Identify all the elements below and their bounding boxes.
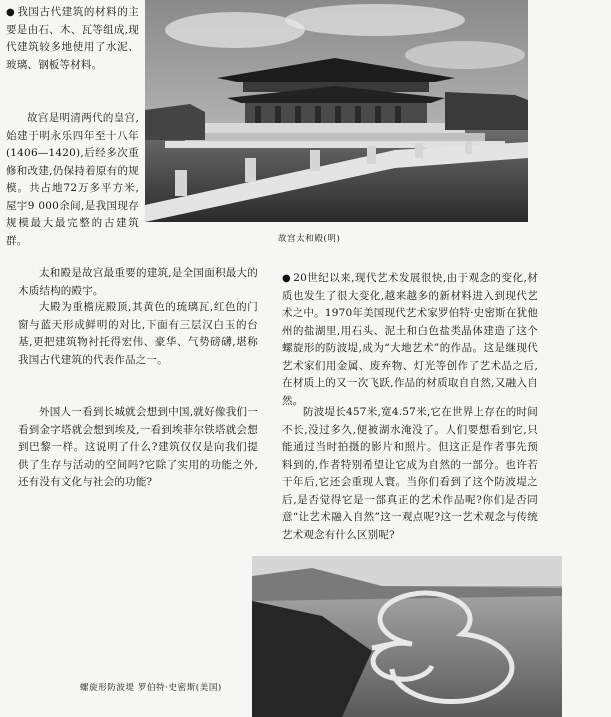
palace-caption: 故宫太和殿(明) (278, 234, 341, 244)
intro-text: 我国古代建筑的材料的主要是由石、木、瓦等组成,现代建筑较多地使用了水泥、玻璃、钢板等材料。 (6, 6, 139, 71)
gugong-text: 故宫是明清两代的皇宫,始建于明永乐四年至十八年(1406—1420),后经多次重修和改建,仍保持着原有的规模。共占地72万多平方米,屋宇9 000余间,是我国现存规模最大最完整的古建筑群。 (6, 112, 139, 247)
dadian-paragraph (18, 299, 258, 369)
spiral-jetty-photo (252, 556, 562, 717)
intro-paragraph (6, 4, 139, 74)
taihedian-paragraph (18, 265, 258, 300)
taihedian-text: 太和殿是故宫最重要的建筑,是全国面积最大的木质结构的殿宇。 (18, 267, 258, 297)
waiguoren-text: 外国人一看到长城就会想到中国,就好像我们一看到金字塔就会想到埃及,一看到埃菲尔铁塔就会想到巴黎一样。这说明了什么?建筑仅仅是向我们提供了生存与活动的空间吗?它除了实用的功能之外,还有没有文化与社会的功能? (18, 406, 258, 488)
dadian-text: 大殿为重檐庑殿顶,其黄色的琉璃瓦,红色的门窗与蓝天形成鲜明的对比,下面有三层汉白玉的台基,更把建筑物衬托得宏伟、豪华、气势磅礴,堪称我国古代建筑的代表作品之一。 (18, 301, 258, 366)
jetty-paragraph (282, 404, 538, 544)
modern-art-text: 20世纪以来,现代艺术发展很快,由于观念的变化,材质也发生了很大变化,越来越多的新材料进入到现代艺术之中。1970年美国现代艺术家罗伯特·史密斯在犹他州的盐湖里,用石头、泥土和白色盐类晶体建造了这个螺旋形的防波堤,成为“大地艺术”的作品。这是继现代艺术家们用金属、废弃物、灯光等创作了艺术品之后,在材质上的又一次飞跃,作品的材质取自自然,又融入自然。 (282, 272, 539, 407)
waiguoren-paragraph (18, 404, 258, 492)
jetty-text: 防波堤长457米,宽4.57米,它在世界上存在的时间不长,没过多久,便被湖水淹没了。人们要想看到它,只能通过当时拍摄的影片和照片。但这正是作者事先预料到的,作者特别希望让它成为自然的一部分。也许若干年后,它还会重现人寰。当你们看到了这个防波堤之后,是否觉得它是一部真正的艺术作品呢?你们是否同意“让艺术融入自然”这一观点呢?这一艺术观念与传统艺术观念有什么区别呢? (282, 406, 538, 541)
gugong-paragraph (6, 110, 139, 250)
jetty-caption: 螺旋形防波堤 罗伯特·史密斯(美国) (80, 683, 222, 693)
bullet-icon (6, 6, 17, 18)
modern-art-paragraph (282, 270, 538, 410)
taihedian-photo (145, 0, 528, 222)
bullet-icon (282, 272, 293, 284)
